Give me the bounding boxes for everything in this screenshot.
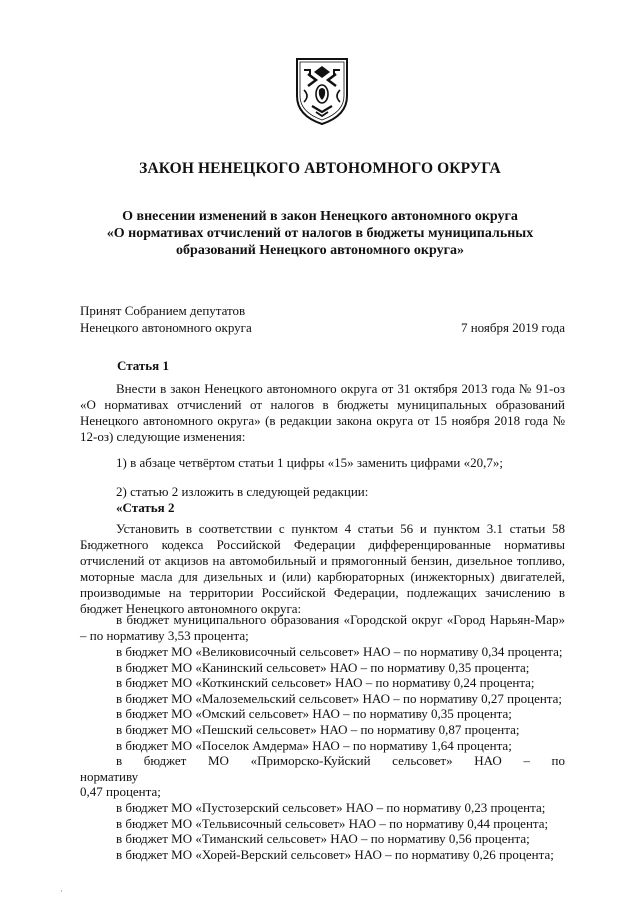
change-item-2-block: [80, 484, 565, 516]
subtitle-line: образований Ненецкого автономного округа»: [176, 243, 464, 258]
narian-mar-item: в бюджет муниципального образования «Городской округ «Город Нарьян-Мар» – по нормативу 3,53 процента;: [80, 612, 565, 643]
list-item: в бюджет МО «Пешский сельсовет» НАО – по нормативу 0,87 процента;: [116, 721, 520, 737]
change-item-1: 1) в абзаце четвёртом статьи 1 цифры «15» заменить цифрами «20,7»;: [116, 455, 503, 470]
list-item: в бюджет МО «Коткинский сельсовет» НАО – по нормативу 0,24 процента;: [116, 675, 535, 691]
document-subtitle: [60, 208, 580, 259]
subtitle-line: О внесении изменений в закон Ненецкого автономного округа: [122, 209, 518, 224]
subtitle-line: «О нормативах отчислений от налогов в бюджеты муниципальных: [106, 226, 534, 241]
list-item-wrapped: [80, 753, 565, 800]
list-item-tail: 0,47 процента;: [80, 784, 161, 800]
list-item: в бюджет МО «Хорей-Верский сельсовет» НАО – по нормативу 0,26 процента;: [116, 846, 554, 862]
list-item: в бюджет МО «Канинский сельсовет» НАО – по нормативу 0,35 процента;: [116, 659, 530, 675]
article-1-heading: Статья 1: [117, 358, 169, 373]
list-item: в бюджет МО «Великовисочный сельсовет» НАО – по нормативу 0,34 процента;: [116, 644, 563, 659]
article-2-heading: «Статья 2: [116, 500, 175, 515]
list-item: в бюджет МО «Пустозерский сельсовет» НАО – по нормативу 0,23 процента;: [116, 799, 546, 815]
adoption-date: 7 ноября 2019 года: [460, 320, 565, 335]
budget-list: [80, 644, 565, 862]
adopted-by-body: Ненецкого автономного округа: [80, 320, 252, 335]
list-item: в бюджет МО «Омский сельсовет» НАО – по нормативу 0,35 процента;: [116, 706, 512, 722]
list-item-head: в бюджет МО «Приморско-Куйский сельсовет» НАО – по нормативу: [80, 753, 565, 784]
list-item: в бюджет МО «Тиманский сельсовет» НАО – по нормативу 0,56 процента;: [116, 831, 530, 847]
coat-of-arms-icon: [294, 56, 350, 126]
list-item: в бюджет МО «Поселок Амдерма» НАО – по нормативу 1,64 процента;: [116, 737, 512, 753]
adoption-block: [80, 302, 565, 336]
document-title: ЗАКОН НЕНЕЦКОГО АВТОНОМНОГО ОКРУГА: [139, 160, 501, 177]
article-2-paragraph: Установить в соответствии с пунктом 4 статьи 56 и пунктом 3.1 статьи 58 Бюджетного кодекса Российской Федерации дифференцированные нормативы отчислений от акцизов на автомобильный и прямогонный бензин, дизельное топливо, моторные масла для дизельных и (или) карбюраторных (инжекторных) двигателей, производимые на территории Российской Федерации, подлежащих зачислению в бюджет Ненецкого автономного округа:: [80, 521, 565, 616]
scan-mark: ‚: [60, 884, 63, 893]
change-item-2: 2) статью 2 изложить в следующей редакции:: [116, 484, 369, 499]
list-item: в бюджет МО «Тельвисочный сельсовет» НАО – по нормативу 0,44 процента;: [116, 815, 549, 831]
list-item: в бюджет МО «Малоземельский сельсовет» НАО – по нормативу 0,27 процента;: [116, 690, 563, 706]
article-1-paragraph: Внести в закон Ненецкого автономного округа от 31 октября 2013 года № 91-оз «О нормативах отчислений от налогов в бюджеты муниципальных образований Ненецкого автономного округа» (в редакции закона округа от 15 ноября 2018 года № 12-оз) следующие изменения:: [80, 381, 565, 444]
adopted-by-line: Принят Собранием депутатов: [80, 303, 246, 318]
